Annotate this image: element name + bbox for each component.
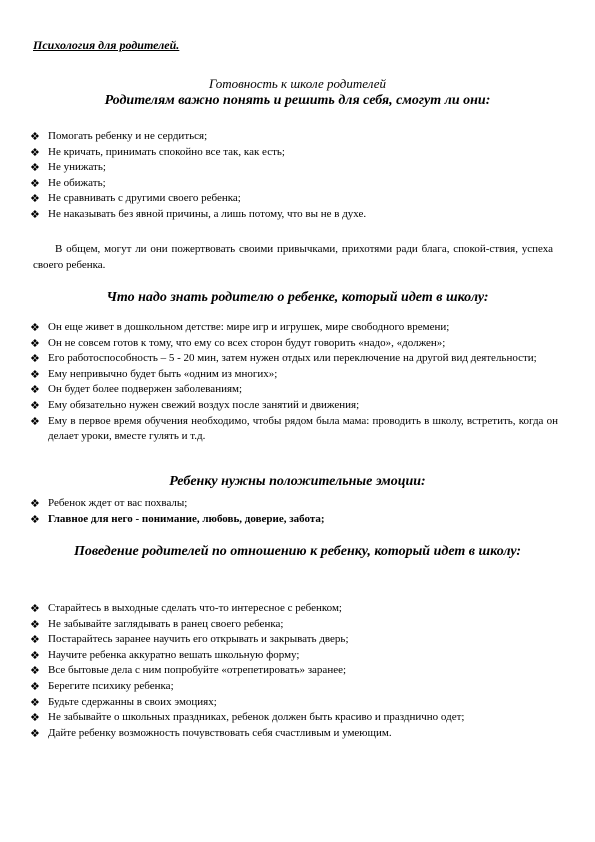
diamond-bullet-icon: ❖ bbox=[30, 633, 40, 647]
list-item bbox=[28, 145, 558, 161]
list-item-text: Постарайтесь заранее научить его открывать и закрывать дверь; bbox=[48, 633, 349, 646]
diamond-bullet-icon: ❖ bbox=[30, 321, 40, 334]
diamond-bullet-icon: ❖ bbox=[30, 352, 40, 366]
list-item bbox=[28, 496, 558, 512]
diamond-bullet-icon: ❖ bbox=[30, 192, 40, 206]
list-item-text: Ребенок ждет от вас похвалы; bbox=[48, 497, 188, 509]
diamond-bullet-icon: ❖ bbox=[30, 664, 40, 678]
section2-list bbox=[28, 320, 558, 445]
list-item-text: Не забывайте о школьных праздниках, ребенок должен быть красиво и празднично одет; bbox=[48, 711, 465, 724]
list-item bbox=[28, 648, 558, 664]
diamond-bullet-icon: ❖ bbox=[30, 512, 40, 526]
list-item bbox=[28, 320, 558, 336]
section3-list bbox=[28, 496, 558, 527]
list-item-text: Все бытовые дела с ним попробуйте «отрепетировать» заранее; bbox=[48, 664, 347, 677]
section4-list bbox=[28, 601, 558, 741]
list-item bbox=[28, 512, 558, 528]
diamond-bullet-icon: ❖ bbox=[30, 161, 40, 175]
list-item bbox=[28, 679, 558, 695]
list-item bbox=[28, 191, 558, 207]
list-item bbox=[28, 176, 558, 192]
section3-title: Ребенку нужны положительные эмоции: bbox=[169, 474, 426, 489]
list-item-text: Не кричать, принимать спокойно все так, как есть; bbox=[48, 145, 285, 158]
diamond-bullet-icon: ❖ bbox=[30, 679, 40, 693]
list-item bbox=[28, 601, 558, 617]
list-item-text: Не обижать; bbox=[48, 176, 106, 189]
diamond-bullet-icon: ❖ bbox=[30, 130, 40, 143]
list-item bbox=[28, 160, 558, 176]
diamond-bullet-icon: ❖ bbox=[30, 695, 40, 709]
list-item-text: Его работоспособность – 5 - 20 мин, затем нужен отдых или переключение на другой вид деятельности; bbox=[48, 352, 537, 365]
list-item-text: Старайтесь в выходные сделать что-то интересное с ребенком; bbox=[48, 602, 342, 614]
diamond-bullet-icon: ❖ bbox=[30, 207, 40, 221]
list-item-text: Научите ребенка аккуратно вешать школьную форму; bbox=[48, 648, 300, 661]
diamond-bullet-icon: ❖ bbox=[30, 367, 40, 381]
diamond-bullet-icon: ❖ bbox=[30, 414, 40, 428]
list-item-text: Дайте ребенку возможность почувствовать себя счастливым и умеющим. bbox=[48, 726, 392, 739]
diamond-bullet-icon: ❖ bbox=[30, 497, 40, 510]
list-item bbox=[28, 663, 558, 679]
list-item bbox=[28, 726, 558, 742]
list-item bbox=[28, 398, 558, 414]
list-item-text: Главное для него - понимание, любовь, доверие, забота; bbox=[48, 512, 325, 525]
list-item bbox=[28, 367, 558, 383]
list-item bbox=[28, 414, 558, 445]
diamond-bullet-icon: ❖ bbox=[30, 145, 40, 159]
section4-title: Поведение родителей по отношению к ребенку, который идет в школу: bbox=[73, 544, 522, 559]
list-item-text: Он будет более подвержен заболеваниям; bbox=[48, 383, 243, 396]
list-item bbox=[28, 710, 558, 726]
list-item-text: Не забывайте заглядывать в ранец своего ребенка; bbox=[48, 617, 284, 630]
list-item-text: Ему в первое время обучения необходимо, чтобы рядом была мама: проводить в школу, встретить, когда он делает уроки, вместе гулять и т.д. bbox=[48, 414, 558, 443]
list-item bbox=[28, 336, 558, 352]
list-item bbox=[28, 207, 558, 223]
diamond-bullet-icon: ❖ bbox=[30, 176, 40, 190]
list-item-text: Не наказывать без явной причины, а лишь потому, что вы не в духе. bbox=[48, 207, 367, 220]
list-item bbox=[28, 129, 558, 145]
section1-title: Готовность к школе родителей bbox=[209, 76, 386, 91]
list-item bbox=[28, 695, 558, 711]
diamond-bullet-icon: ❖ bbox=[30, 602, 40, 615]
list-item-text: Он не совсем готов к тому, что ему со всех сторон будут говорить «надо», «должен»; bbox=[48, 336, 446, 349]
document-header-label: Психология для родителей. bbox=[33, 38, 180, 52]
diamond-bullet-icon: ❖ bbox=[30, 726, 40, 740]
list-item-text: Не сравнивать с другими своего ребенка; bbox=[48, 192, 241, 205]
section1-subtitle: Родителям важно понять и решить для себя, смогут ли они: bbox=[104, 93, 491, 108]
diamond-bullet-icon: ❖ bbox=[30, 398, 40, 412]
list-item bbox=[28, 617, 558, 633]
list-item-text: Ему обязательно нужен свежий воздух после занятий и движения; bbox=[48, 398, 360, 411]
diamond-bullet-icon: ❖ bbox=[30, 711, 40, 725]
list-item-text: Не унижать; bbox=[48, 161, 106, 174]
list-item-text: Он еще живет в дошкольном детстве: мире игр и игрушек, мире свободного времени; bbox=[48, 321, 450, 333]
section1-paragraph: В общем, могут ли они пожертвовать своими привычками, прихотями ради блага, спокой-ствия, успеха своего ребенка. bbox=[33, 243, 553, 271]
section1-list bbox=[28, 129, 558, 223]
diamond-bullet-icon: ❖ bbox=[30, 617, 40, 631]
section2-title: Что надо знать родителю о ребенке, который идет в школу: bbox=[106, 290, 489, 305]
diamond-bullet-icon: ❖ bbox=[30, 648, 40, 662]
list-item-text: Будьте сдержанны в своих эмоциях; bbox=[48, 695, 217, 708]
list-item-text: Помогать ребенку и не сердиться; bbox=[48, 130, 208, 142]
list-item bbox=[28, 382, 558, 398]
diamond-bullet-icon: ❖ bbox=[30, 336, 40, 350]
list-item bbox=[28, 351, 558, 367]
list-item-text: Берегите психику ребенка; bbox=[48, 679, 174, 692]
list-item-text: Ему непривычно будет быть «одним из многих»; bbox=[48, 367, 278, 380]
diamond-bullet-icon: ❖ bbox=[30, 383, 40, 397]
list-item bbox=[28, 632, 558, 648]
